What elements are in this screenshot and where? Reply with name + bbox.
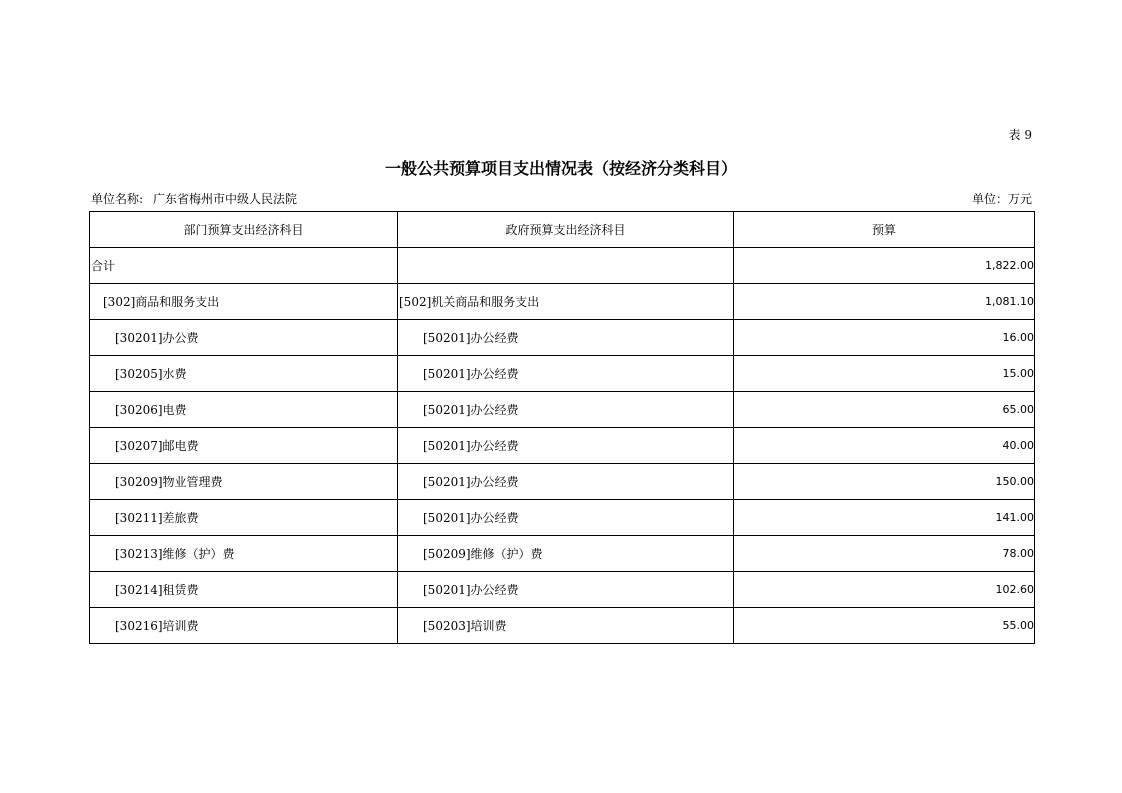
table-row	[90, 356, 1035, 392]
column-header-amount: 预算	[734, 212, 1035, 248]
budget-amount: 16.00	[734, 320, 1035, 356]
gov-subject: [50201]办公经费	[398, 392, 734, 428]
total-gov	[398, 248, 734, 284]
gov-subject: [50201]办公经费	[398, 320, 734, 356]
budget-amount: 15.00	[734, 356, 1035, 392]
table-row	[90, 284, 1035, 320]
table-header-row	[90, 212, 1035, 248]
dept-subject: [30209]物业管理费	[90, 464, 398, 500]
dept-subject: [30216]培训费	[90, 608, 398, 644]
dept-subject: [30201]办公费	[90, 320, 398, 356]
dept-subject: [302]商品和服务支出	[90, 284, 398, 320]
gov-subject: [50201]办公经费	[398, 356, 734, 392]
page-title: 一般公共预算项目支出情况表（按经济分类科目）	[384, 159, 737, 178]
dept-subject: [30206]电费	[90, 392, 398, 428]
gov-subject: [50201]办公经费	[398, 464, 734, 500]
table-row	[90, 464, 1035, 500]
gov-subject: [502]机关商品和服务支出	[398, 284, 734, 320]
gov-subject: [50201]办公经费	[398, 500, 734, 536]
unit-name-line	[91, 190, 297, 207]
budget-amount: 102.60	[734, 572, 1035, 608]
gov-subject: [50201]办公经费	[398, 428, 734, 464]
dept-subject: [30211]差旅费	[90, 500, 398, 536]
dept-subject: [30214]租赁费	[90, 572, 398, 608]
table-row	[90, 392, 1035, 428]
table-row	[90, 536, 1035, 572]
budget-amount: 78.00	[734, 536, 1035, 572]
budget-table	[89, 211, 1035, 644]
dept-subject: [30213]维修（护）费	[90, 536, 398, 572]
budget-amount: 55.00	[734, 608, 1035, 644]
budget-amount: 141.00	[734, 500, 1035, 536]
table-row	[90, 608, 1035, 644]
dept-subject: [30205]水费	[90, 356, 398, 392]
table-number: 表 9	[1008, 128, 1032, 142]
gov-subject: [50209]维修（护）费	[398, 536, 734, 572]
table-row	[90, 572, 1035, 608]
column-header-gov: 政府预算支出经济科目	[398, 212, 734, 248]
unit-name: 广东省梅州市中级人民法院	[153, 192, 298, 206]
total-row	[90, 248, 1035, 284]
gov-subject: [50203]培训费	[398, 608, 734, 644]
table-row	[90, 428, 1035, 464]
gov-subject: [50201]办公经费	[398, 572, 734, 608]
column-header-dept: 部门预算支出经济科目	[90, 212, 398, 248]
dept-subject: [30207]邮电费	[90, 428, 398, 464]
table-row	[90, 500, 1035, 536]
budget-amount: 1,081.10	[734, 284, 1035, 320]
total-amount: 1,822.00	[734, 248, 1035, 284]
unit-label: 单位：万元	[971, 192, 1032, 206]
total-label: 合计	[90, 248, 398, 284]
unit-name-label: 单位名称:	[91, 192, 144, 206]
budget-amount: 150.00	[734, 464, 1035, 500]
budget-amount: 65.00	[734, 392, 1035, 428]
table-row	[90, 320, 1035, 356]
budget-amount: 40.00	[734, 428, 1035, 464]
